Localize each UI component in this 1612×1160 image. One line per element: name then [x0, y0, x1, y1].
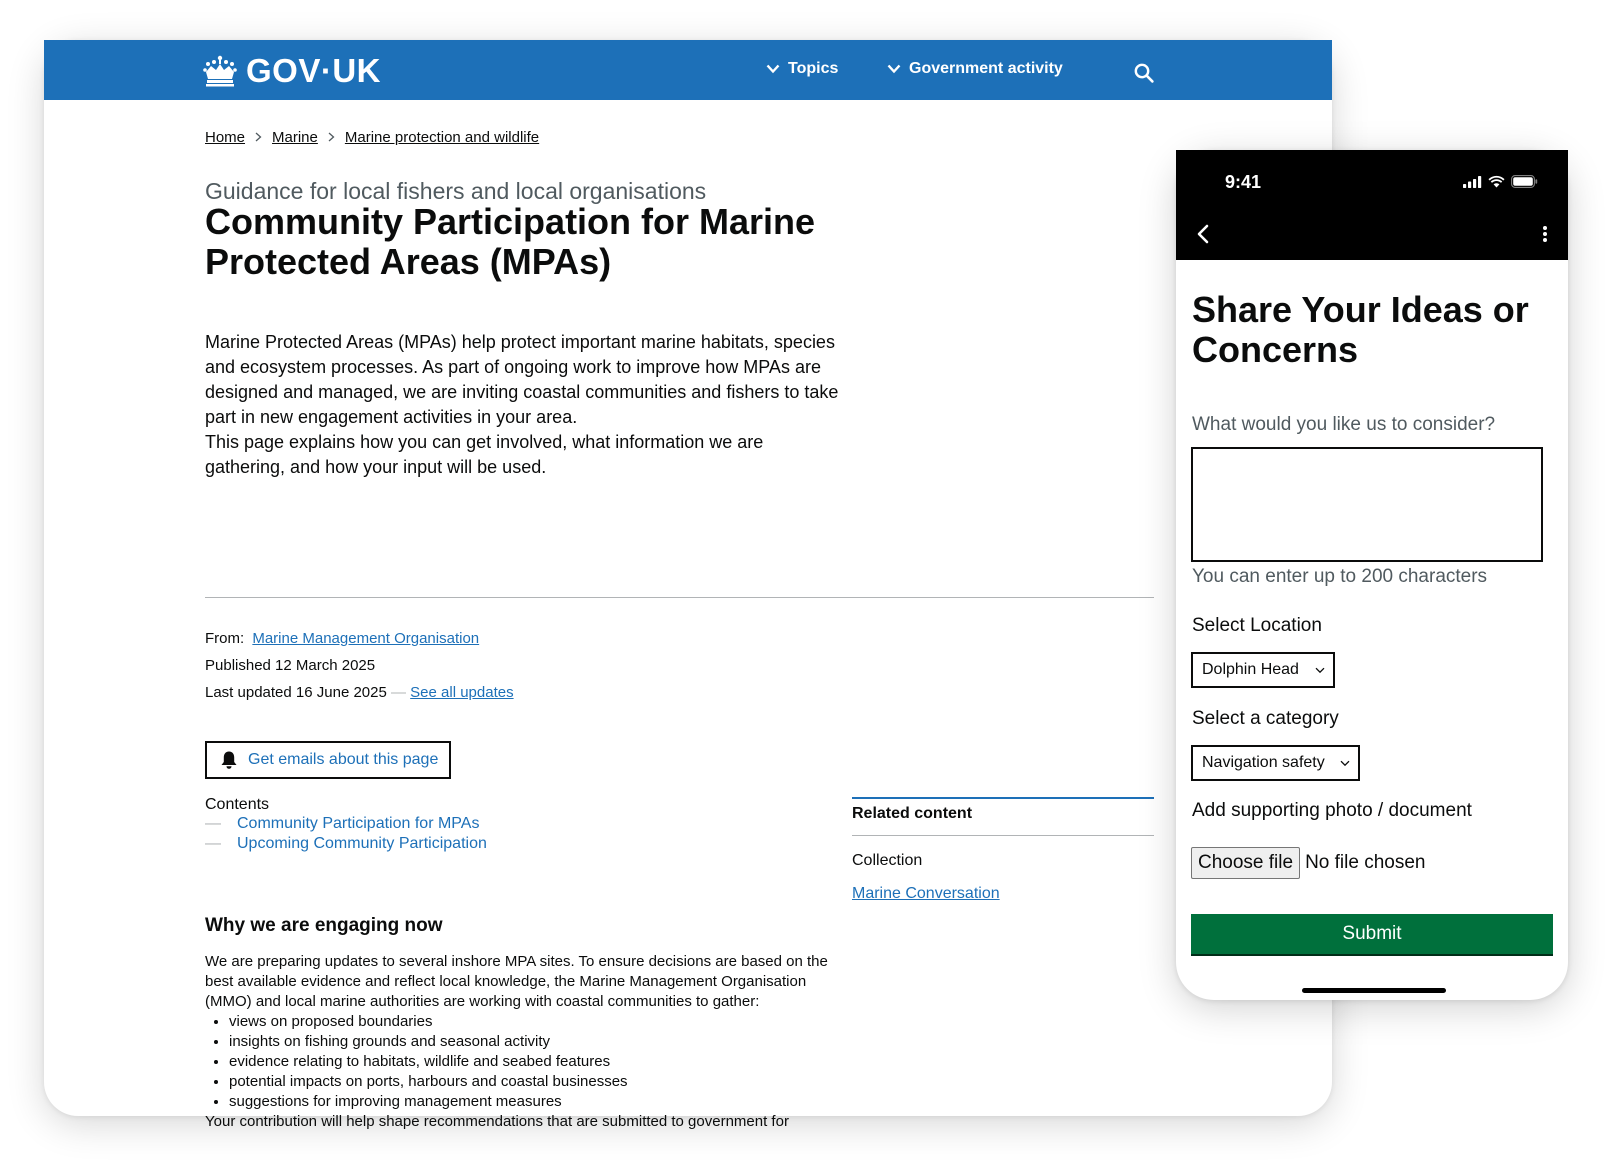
collection-label: Collection: [852, 852, 923, 869]
nav-topics-label: Topics: [788, 60, 839, 77]
get-emails-label: Get emails about this page: [248, 751, 439, 768]
from-label: From:: [205, 630, 245, 647]
chevron-right-icon: [328, 129, 335, 146]
character-hint: You can enter up to 200 characters: [1192, 566, 1488, 587]
related-content-divider: [852, 835, 1154, 836]
wifi-icon: [1488, 176, 1505, 188]
meta-updated: [205, 684, 514, 701]
more-options-button[interactable]: [1542, 224, 1548, 249]
why-intro: We are preparing updates to several inshore MPA sites. To ensure decisions are based on the best available evidence and reflect local knowledge, the Marine Management Organisation (MMO) and local marine authorities are working with coastal communities to gather:: [205, 953, 828, 1010]
get-emails-button[interactable]: [205, 741, 451, 779]
nav-topics[interactable]: [766, 60, 838, 78]
contents-dash: —: [205, 835, 221, 852]
page-caption: Guidance for local fishers and local organisations: [205, 178, 707, 204]
govuk-logo[interactable]: [202, 52, 381, 90]
contents-dash: —: [205, 815, 221, 832]
file-upload-row: [1191, 847, 1425, 879]
phone-status-and-app-bar: [1176, 150, 1568, 260]
location-select-value: Dolphin Head: [1202, 661, 1299, 678]
updated-dash: —: [391, 684, 406, 701]
updated-text: Last updated 16 June 2025: [205, 684, 387, 701]
location-select[interactable]: [1191, 652, 1335, 688]
lead-text-2: This page explains how you can get involved, what information we are gathering, and how your input will be used.: [205, 432, 764, 477]
see-all-updates-link[interactable]: See all updates: [410, 684, 514, 701]
choose-file-button[interactable]: Choose file: [1191, 847, 1300, 879]
battery-icon: [1511, 175, 1538, 188]
desktop-browser-window: [44, 40, 1332, 1130]
related-content-title: Related content: [852, 805, 973, 822]
chevron-down-icon: [1315, 667, 1325, 674]
contents-item: [205, 814, 487, 834]
related-content-top-border: [852, 797, 1154, 799]
more-vertical-icon: [1542, 224, 1548, 244]
page-title: Community Participation for Marine Protected Areas (MPAs): [205, 201, 816, 282]
file-status: No file chosen: [1305, 852, 1426, 873]
meta-from: [205, 630, 479, 647]
cellular-signal-icon: [1463, 176, 1482, 188]
back-button[interactable]: [1196, 224, 1210, 249]
nav-government-activity[interactable]: [887, 60, 1063, 78]
phone-frame: [1176, 150, 1568, 1000]
breadcrumb-home[interactable]: Home: [205, 129, 246, 146]
from-organisation-link[interactable]: Marine Management Organisation: [252, 630, 480, 647]
category-label: Select a category: [1192, 708, 1339, 729]
back-arrow-icon: [1196, 224, 1210, 244]
chevron-right-icon: [255, 129, 262, 146]
chevron-down-icon: [766, 64, 780, 74]
contents-link-upcoming[interactable]: Upcoming Community Participation: [237, 835, 487, 852]
consider-label: What would you like us to consider?: [1192, 414, 1496, 435]
bell-icon: [220, 750, 238, 770]
why-heading: Why we are engaging now: [205, 915, 443, 936]
category-select[interactable]: [1191, 745, 1360, 781]
chevron-down-icon: [887, 64, 901, 74]
upload-label: Add supporting photo / document: [1192, 800, 1472, 821]
search-icon: [1134, 63, 1154, 83]
category-select-value: Navigation safety: [1202, 754, 1325, 771]
submit-button[interactable]: Submit: [1191, 914, 1553, 954]
list-item: • evidence relating to habitats, wildlife and seabed features: [229, 1052, 835, 1072]
list-item: • potential impacts on ports, harbours and coastal businesses: [229, 1072, 835, 1092]
contents-link-participation[interactable]: Community Participation for MPAs: [237, 815, 480, 832]
lead-text-1: Marine Protected Areas (MPAs) help protect important marine habitats, species and ecosystem processes. As part of ongoing work to improve how MPAs are designed and managed, we are inviting coastal communities and fishers to take part in new engagement activities in your area.: [205, 332, 839, 427]
nav-government-activity-label: Government activity: [909, 60, 1063, 77]
home-indicator: [1302, 988, 1446, 993]
section-divider: [205, 597, 1154, 598]
status-time: 9:41: [1225, 172, 1262, 192]
form-title: Share Your Ideas or Concerns: [1192, 289, 1529, 370]
contents-label: Contents: [205, 796, 270, 813]
list-item: • suggestions for improving management measures: [229, 1092, 835, 1112]
meta-published: Published 12 March 2025: [205, 657, 376, 674]
gov-header: [44, 40, 1332, 100]
breadcrumb-marine[interactable]: Marine: [272, 129, 318, 146]
why-bullet-list: [205, 1012, 835, 1112]
crown-icon: [202, 55, 238, 87]
collection-link[interactable]: Marine Conversation: [852, 885, 1000, 902]
breadcrumb-marine-protection[interactable]: Marine protection and wildlife: [344, 129, 540, 146]
why-body: [205, 952, 835, 1132]
consider-textarea[interactable]: [1191, 447, 1543, 562]
contents-item: [205, 834, 487, 854]
breadcrumb: [205, 129, 539, 146]
list-item: • insights on fishing grounds and seasonal activity: [229, 1032, 835, 1052]
chevron-down-icon: [1340, 760, 1350, 767]
search-button[interactable]: [1134, 63, 1154, 88]
list-item: • views on proposed boundaries: [229, 1012, 835, 1032]
logo-text: GOV·UK: [246, 52, 381, 89]
status-icons: [1457, 175, 1538, 188]
why-outro: Your contribution will help shape recommendations that are submitted to government for: [205, 1113, 789, 1130]
lead-paragraph: [205, 330, 845, 480]
contents-list: [205, 814, 487, 854]
location-label: Select Location: [1192, 615, 1322, 636]
